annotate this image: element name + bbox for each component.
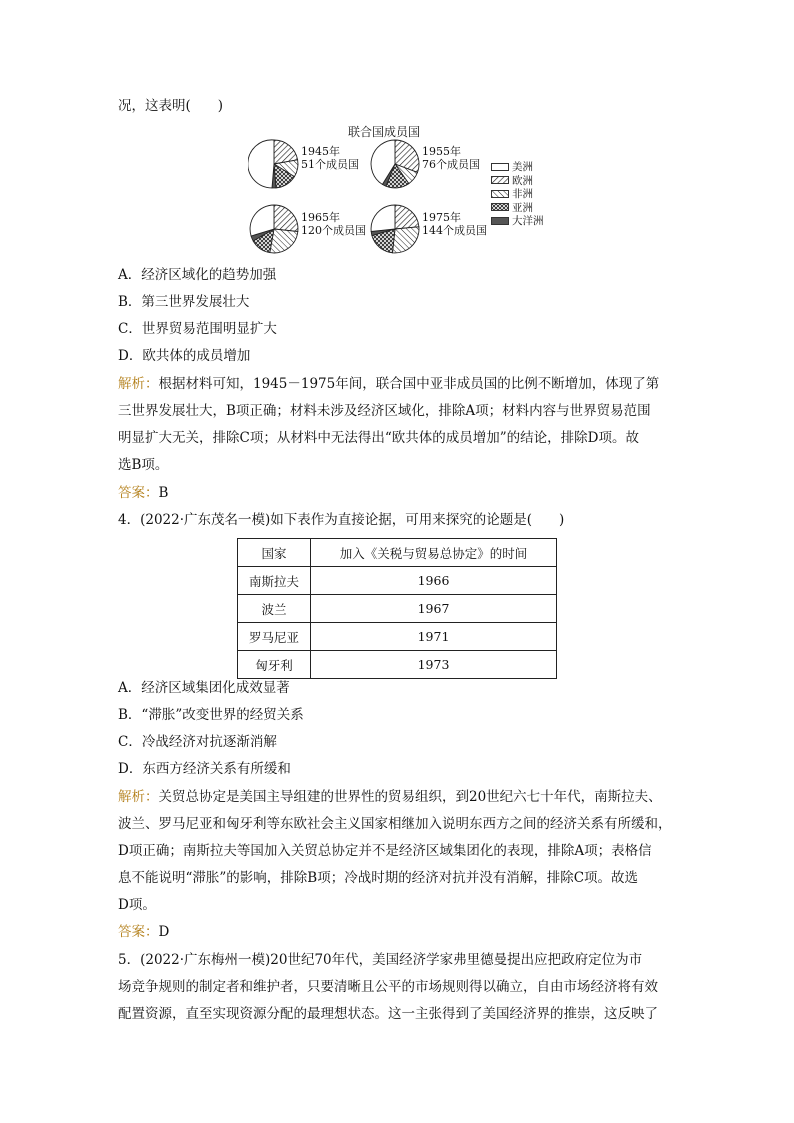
q3-option-b: B．第三世界发展壮大 <box>118 294 250 310</box>
q3-stem: 况，这表明( ) <box>118 98 224 114</box>
table-cell-year: 1966 <box>311 567 557 595</box>
q5-stem-line-3: 配置资源，直至实现资源分配的最理想状态。这一主张得到了美国经济界的推崇，这反映了 <box>118 1006 658 1022</box>
q4-option-c: C．冷战经济对抗逐渐消解 <box>118 734 277 750</box>
q3-solution-line-4: 选B项。 <box>118 457 169 473</box>
q4-option-a: A．经济区域集团化成效显著 <box>118 680 290 696</box>
q3-option-d: D．欧共体的成员增加 <box>118 348 251 364</box>
pie-1945-year: 1945年 <box>301 145 340 158</box>
legend-oceania: 大洋洲 <box>491 214 544 228</box>
table-row <box>238 623 557 651</box>
q4-table <box>237 538 557 679</box>
q4-stem: 4．(2022·广东茂名一模)如下表作为直接论据，可用来探究的论题是( ) <box>118 512 565 528</box>
q5-stem-line-1: 5．(2022·广东梅州一模)20世纪70年代，美国经济学家弗里德曼提出应把政府定位为市 <box>118 952 643 968</box>
table-row <box>238 595 557 623</box>
q3-solution-line-3: 明显扩大无关，排除C项；从材料中无法得出“欧共体的成员增加”的结论，排除D项。故 <box>118 430 639 446</box>
table-cell-country: 匈牙利 <box>238 651 311 679</box>
table-cell-country: 南斯拉夫 <box>238 567 311 595</box>
pie-1955-count: 76个成员国 <box>422 158 480 171</box>
q4-answer-label: 答案： <box>118 924 159 940</box>
table-cell-year: 1973 <box>311 651 557 679</box>
q3-answer-label: 答案： <box>118 485 159 501</box>
pie-1965 <box>248 203 300 255</box>
pie-1945-count: 51个成员国 <box>301 158 359 171</box>
table-cell-year: 1967 <box>311 595 557 623</box>
q4-solution-line-3: D项正确；南斯拉夫等国加入关贸总协定并不是经济区域集团化的表现，排除A项；表格信 <box>118 843 652 859</box>
q3-option-a: A．经济区域化的趋势加强 <box>118 267 277 283</box>
legend-europe: 欧洲 <box>491 174 544 188</box>
chart-title: 联合国成员国 <box>348 125 421 139</box>
q4-solution-line-1: 解析：关贸总协定是美国主导组建的世界性的贸易组织，到20世纪六七十年代，南斯拉夫、 <box>118 789 662 805</box>
pie-1975-count: 144个成员国 <box>422 224 487 237</box>
q4-option-b: B．“滞胀”改变世界的经贸关系 <box>118 707 304 723</box>
pie-1975-year: 1975年 <box>422 211 461 224</box>
q3-option-c: C．世界贸易范围明显扩大 <box>118 321 277 337</box>
table-header-date: 加入《关税与贸易总协定》的时间 <box>311 539 557 567</box>
chart-legend <box>491 160 544 228</box>
table-row <box>238 567 557 595</box>
table-cell-year: 1971 <box>311 623 557 651</box>
legend-americas: 美洲 <box>491 160 544 174</box>
q4-answer: 答案：D <box>118 924 170 940</box>
legend-africa: 非洲 <box>491 187 544 201</box>
pie-1965-year: 1965年 <box>301 211 340 224</box>
table-cell-country: 波兰 <box>238 595 311 623</box>
table-row <box>238 651 557 679</box>
q3-answer: 答案：B <box>118 485 169 501</box>
pie-1955 <box>369 138 421 190</box>
table-header-country: 国家 <box>238 539 311 567</box>
pie-1965-count: 120个成员国 <box>301 224 366 237</box>
pie-1975 <box>369 203 421 255</box>
q4-solution-line-5: D项。 <box>118 897 156 913</box>
table-cell-country: 罗马尼亚 <box>238 623 311 651</box>
q4-solution-label: 解析： <box>118 789 159 805</box>
q4-option-d: D．东西方经济关系有所缓和 <box>118 761 291 777</box>
legend-asia: 亚洲 <box>491 201 544 215</box>
q3-solution-line-1: 解析：根据材料可知，1945－1975年间，联合国中亚非成员国的比例不断增加，体现了第 <box>118 376 660 392</box>
pie-1955-year: 1955年 <box>422 145 461 158</box>
q3-solution-line-2: 三世界发展壮大，B项正确；材料未涉及经济区域化，排除A项；材料内容与世界贸易范围 <box>118 403 651 419</box>
table-header-row <box>238 539 557 567</box>
q5-stem-line-2: 场竞争规则的制定者和维护者，只要清晰且公平的市场规则得以确立，自由市场经济将有效 <box>118 979 658 995</box>
pie-1945 <box>248 138 300 190</box>
q4-solution-line-2: 波兰、罗马尼亚和匈牙利等东欧社会主义国家相继加入说明东西方之间的经济关系有所缓和， <box>118 816 672 832</box>
q3-solution-label: 解析： <box>118 376 159 392</box>
q4-solution-line-4: 息不能说明“滞胀”的影响，排除B项；冷战时期的经济对抗并没有消解，排除C项。故选 <box>118 870 639 886</box>
